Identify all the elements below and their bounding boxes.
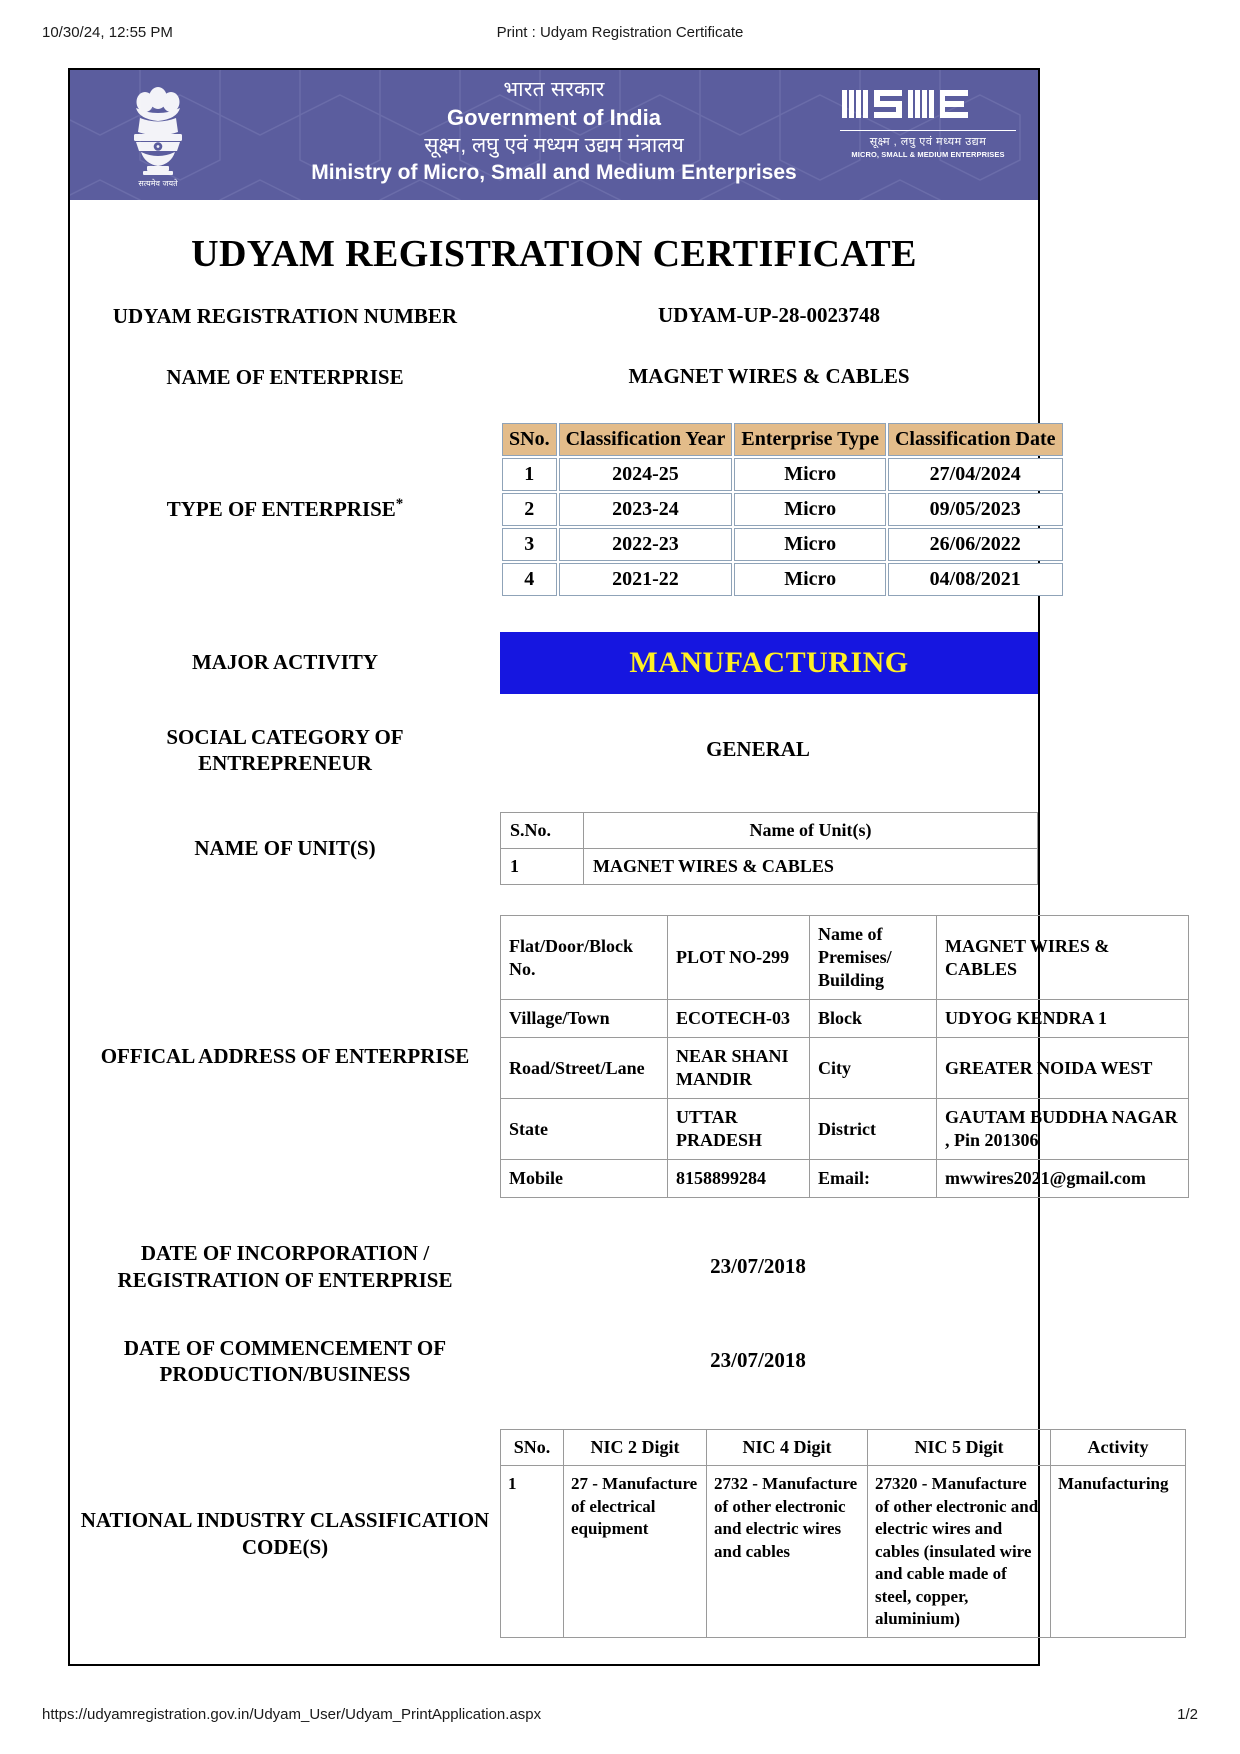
cell-nic-sno: 1: [501, 1466, 564, 1638]
table-row: [501, 916, 1189, 1000]
row-type-of-enterprise: [70, 421, 1056, 598]
table-row: [501, 1466, 1186, 1638]
label-name-of-units: NAME OF UNIT(S): [194, 836, 376, 861]
print-timestamp: 10/30/24, 12:55 PM: [42, 24, 173, 41]
cell-date: 04/08/2021: [888, 563, 1063, 596]
cell-address-key-1: Flat/Door/Block No.: [501, 916, 668, 1000]
cell-address-key-2: Email:: [810, 1160, 937, 1198]
units-table: [500, 812, 1038, 885]
value-social-category: GENERAL: [706, 737, 810, 762]
row-nic-codes: [70, 1429, 1169, 1664]
label-type-of-enterprise: [70, 496, 500, 522]
udyam-certificate: [68, 68, 1178, 1666]
msme-logo-hindi: सूक्ष्म , लघु एवं मध्यम उद्यम: [840, 130, 1016, 149]
table-row: [502, 458, 1063, 491]
msme-logo-english: MICRO, SMALL & MEDIUM ENTERPRISES: [851, 150, 1005, 159]
cell-date: 27/04/2024: [888, 458, 1063, 491]
cell-nic-4-digit: 2732 - Manufacture of other electronic and electric wires and cables: [707, 1466, 868, 1638]
cell-sno: 3: [502, 528, 557, 561]
svg-text:सत्यमेव जयते: सत्यमेव जयते: [138, 179, 178, 188]
footnote-star: *: [395, 496, 404, 513]
label-date-of-commencement: DATE OF COMMENCEMENT OF PRODUCTION/BUSINESS: [123, 1335, 447, 1387]
cell-address-key-2: Name of Premises/ Building: [810, 916, 937, 1000]
row-date-of-commencement: [70, 1335, 1038, 1388]
table-row: [502, 493, 1063, 526]
value-date-of-commencement: 23/07/2018: [710, 1348, 806, 1373]
cell-sno: 4: [502, 563, 557, 596]
cell-address-key-2: Block: [810, 1000, 937, 1038]
label-major-activity: MAJOR ACTIVITY: [191, 650, 379, 675]
th-nic-4-digit: NIC 4 Digit: [707, 1430, 868, 1466]
row-date-of-incorporation: [70, 1240, 1038, 1293]
cell-year: 2021-22: [559, 563, 733, 596]
cell-nic-activity: Manufacturing: [1051, 1466, 1186, 1638]
cell-sno: 1: [502, 458, 557, 491]
cell-address-value-2: GREATER NOIDA WEST: [937, 1038, 1189, 1099]
label-enterprise-name: NAME OF ENTERPRISE: [166, 364, 404, 389]
value-major-activity: MANUFACTURING: [500, 632, 1038, 694]
cell-nic-2-digit: 27 - Manufacture of electrical equipment: [564, 1466, 707, 1638]
cell-year: 2024-25: [559, 458, 733, 491]
table-row: [501, 1038, 1189, 1099]
cell-address-key-1: Village/Town: [501, 1000, 668, 1038]
cell-date: 26/06/2022: [888, 528, 1063, 561]
row-social-category: [70, 724, 1038, 777]
row-enterprise-name: [70, 363, 1038, 390]
table-row: [502, 563, 1063, 596]
value-registration-number: UDYAM-UP-28-0023748: [657, 303, 881, 327]
th-nic-5-digit: NIC 5 Digit: [868, 1430, 1051, 1466]
banner-english-ministry: Ministry of Micro, Small and Medium Enterprises: [311, 161, 797, 185]
cell-address-key-2: City: [810, 1038, 937, 1099]
cell-year: 2022-23: [559, 528, 733, 561]
address-table: [500, 915, 1189, 1198]
row-registration-number: [70, 302, 1038, 329]
row-official-address: [70, 915, 1178, 1198]
th-nic-sno: SNo.: [501, 1430, 564, 1466]
cell-nic-5-digit: 27320 - Manufacture of other electronic and electric wires and cables (insulated wire and cable made of steel, copper, aluminium): [868, 1466, 1051, 1638]
value-enterprise-name: MAGNET WIRES & CABLES: [628, 364, 910, 389]
cell-address-value-1: ECOTECH-03: [668, 1000, 810, 1038]
cell-address-value-1: 8158899284: [668, 1160, 810, 1198]
certificate-body: [70, 232, 1178, 1664]
msme-logo: [840, 86, 1016, 159]
msme-wordmark-icon: [840, 86, 1016, 122]
label-social-category: SOCIAL CATEGORY OF ENTREPRENEUR: [166, 724, 404, 775]
label-registration-number: UDYAM REGISTRATION NUMBER: [112, 303, 458, 328]
cell-address-value-2: MAGNET WIRES & CABLES: [937, 916, 1189, 1000]
banner-hindi-ministry: सूक्ष्म, लघु एवं मध्यम उद्यम मंत्रालय: [424, 133, 684, 157]
banner-english-government: Government of India: [447, 104, 661, 130]
th-sno: SNo.: [502, 423, 557, 456]
cell-address-key-1: Mobile: [501, 1160, 668, 1198]
row-name-of-units: [70, 812, 1038, 885]
classification-table: [500, 421, 1065, 598]
cell-type: Micro: [734, 493, 886, 526]
cell-address-key-1: State: [501, 1099, 668, 1160]
th-unit-sno: S.No.: [501, 813, 584, 849]
cell-unit-name: MAGNET WIRES & CABLES: [584, 849, 1038, 885]
nic-table: [500, 1429, 1186, 1638]
cell-unit-sno: 1: [501, 849, 584, 885]
browser-print-header: [0, 24, 1240, 44]
banner-hindi-government: भारत सरकार: [503, 78, 605, 101]
table-row: [501, 1160, 1189, 1198]
table-row: [501, 849, 1038, 885]
th-nic-2-digit: NIC 2 Digit: [564, 1430, 707, 1466]
table-row: [501, 1000, 1189, 1038]
table-row: [501, 1099, 1189, 1160]
cell-address-value-2: UDYOG KENDRA 1: [937, 1000, 1189, 1038]
value-date-of-incorporation: 23/07/2018: [710, 1253, 806, 1278]
table-header-row: [501, 1430, 1186, 1466]
cell-address-value-2: GAUTAM BUDDHA NAGAR , Pin 201306: [937, 1099, 1189, 1160]
cell-address-value-1: NEAR SHANI MANDIR: [668, 1038, 810, 1099]
browser-print-footer: [0, 1706, 1240, 1726]
row-major-activity: [70, 632, 1038, 694]
cell-sno: 2: [502, 493, 557, 526]
label-date-of-incorporation: DATE OF INCORPORATION / REGISTRATION OF ENTERPRISE: [117, 1241, 453, 1292]
cell-year: 2023-24: [559, 493, 733, 526]
th-nic-activity: Activity: [1051, 1430, 1186, 1466]
print-page-title: Print : Udyam Registration Certificate: [496, 24, 744, 41]
cell-address-key-1: Road/Street/Lane: [501, 1038, 668, 1099]
cell-type: Micro: [734, 458, 886, 491]
th-unit-name: Name of Unit(s): [584, 813, 1038, 849]
th-classification-date: Classification Date: [888, 423, 1063, 456]
cell-address-value-1: UTTAR PRADESH: [668, 1099, 810, 1160]
cell-date: 09/05/2023: [888, 493, 1063, 526]
table-header-row: [502, 423, 1063, 456]
label-nic-codes: NATIONAL INDUSTRY CLASSIFICATION CODE(S): [80, 1507, 490, 1559]
certificate-banner: [70, 70, 1038, 200]
table-row: [502, 528, 1063, 561]
th-enterprise-type: Enterprise Type: [734, 423, 886, 456]
print-page-number: 1/2: [1177, 1706, 1198, 1723]
label-type-of-enterprise-text: TYPE OF ENTERPRISE: [166, 497, 396, 522]
cell-type: Micro: [734, 563, 886, 596]
table-header-row: [501, 813, 1038, 849]
label-official-address: OFFICAL ADDRESS OF ENTERPRISE: [100, 1044, 470, 1069]
cell-address-value-1: PLOT NO-299: [668, 916, 810, 1000]
cell-address-key-2: District: [810, 1099, 937, 1160]
certificate-title: UDYAM REGISTRATION CERTIFICATE: [191, 233, 917, 275]
print-source-url: https://udyamregistration.gov.in/Udyam_User/Udyam_PrintApplication.aspx: [42, 1706, 542, 1723]
cell-type: Micro: [734, 528, 886, 561]
cell-address-value-2: mwwires2021@gmail.com: [937, 1160, 1189, 1198]
th-classification-year: Classification Year: [559, 423, 733, 456]
